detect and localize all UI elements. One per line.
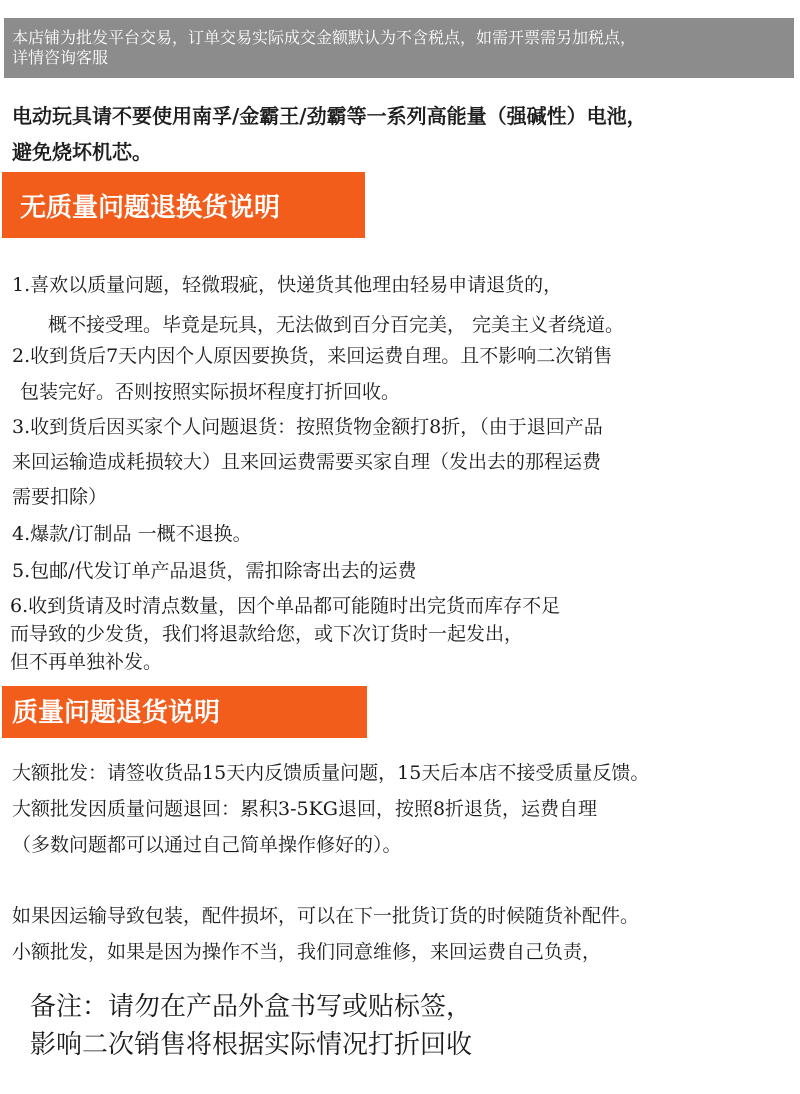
- policy-item-line: 4.爆款/订制品 一概不退换。: [12, 523, 252, 545]
- section-header-no-quality-returns: 无质量问题退换货说明: [2, 172, 365, 238]
- notice-line: 详情咨询客服: [12, 48, 109, 67]
- policy-item-3: [12, 410, 603, 515]
- quality-returns-line: 大额批发因质量问题退回：累积3-5KG退回，按照8折退货，运费自理: [12, 798, 598, 820]
- policy-item-line: 而导致的少发货，我们将退款给您，或下次订货时一起发出，: [10, 623, 524, 645]
- policy-item-line: 3.收到货后因买家个人问题退货：按照货物金额打8折，（由于退回产品: [12, 416, 603, 438]
- notice-line: 本店铺为批发平台交易，订单交易实际成交金额默认为不含税点，如需开票需另加税点，: [12, 28, 637, 47]
- quality-returns-paragraph: [12, 898, 639, 970]
- quality-returns-line: 如果因运输导致包装，配件损坏，可以在下一批货订货的时候随货补配件。: [12, 905, 640, 927]
- battery-warning-line: 避免烧坏机芯。: [12, 140, 152, 164]
- policy-item-2: [12, 338, 612, 410]
- policy-item-line: 6.收到货请及时清点数量，因个单品都可能随时出完货而库存不足: [10, 595, 561, 617]
- policy-item-line: 概不接受理。毕竟是玩具，无法做到百分百完美， 完美主义者绕道。: [48, 314, 625, 336]
- policy-item-5: [12, 553, 417, 589]
- policy-item-1: [12, 265, 624, 345]
- quality-returns-line: （多数问题都可以通过自己简单操作修好的）。: [12, 834, 402, 856]
- quality-returns-paragraph: [12, 755, 649, 863]
- policy-item-line: 2.收到货后7天内因个人原因要换货，来回运费自理。且不影响二次销售: [12, 345, 613, 367]
- battery-warning-line: 电动玩具请不要使用南孚/金霸王/劲霸等一系列高能量（强碱性）电池，: [12, 104, 647, 128]
- policy-item-line: 包装完好。否则按照实际损坏程度打折回收。: [20, 381, 401, 403]
- remark-line: 备注：请勿在产品外盒书写或贴标签，: [30, 992, 473, 1022]
- policy-item-line: 需要扣除）: [12, 486, 108, 508]
- notice-bar: [4, 18, 794, 78]
- section-header-quality-returns: 质量问题退货说明: [2, 686, 367, 738]
- remark-note: [30, 988, 472, 1064]
- policy-item-line: 但不再单独补发。: [10, 651, 163, 673]
- quality-returns-line: 大额批发：请签收货品15天内反馈质量问题，15天后本店不接受质量反馈。: [12, 762, 650, 784]
- policy-item-4: [12, 516, 252, 552]
- policy-item-line: 来回运输造成耗损较大）且来回运费需要买家自理（发出去的那程运费: [12, 451, 602, 473]
- quality-returns-line: 小额批发，如果是因为操作不当，我们同意维修，来回运费自己负责，: [12, 941, 602, 963]
- remark-line: 影响二次销售将根据实际情况打折回收: [30, 1030, 473, 1060]
- policy-item-line: 1.喜欢以质量问题，轻微瑕疵，快递货其他理由轻易申请退货的，: [12, 274, 563, 296]
- battery-warning: [12, 98, 792, 170]
- policy-item-line: 5.包邮/代发订单产品退货，需扣除寄出去的运费: [12, 560, 417, 582]
- policy-item-6: [10, 592, 560, 676]
